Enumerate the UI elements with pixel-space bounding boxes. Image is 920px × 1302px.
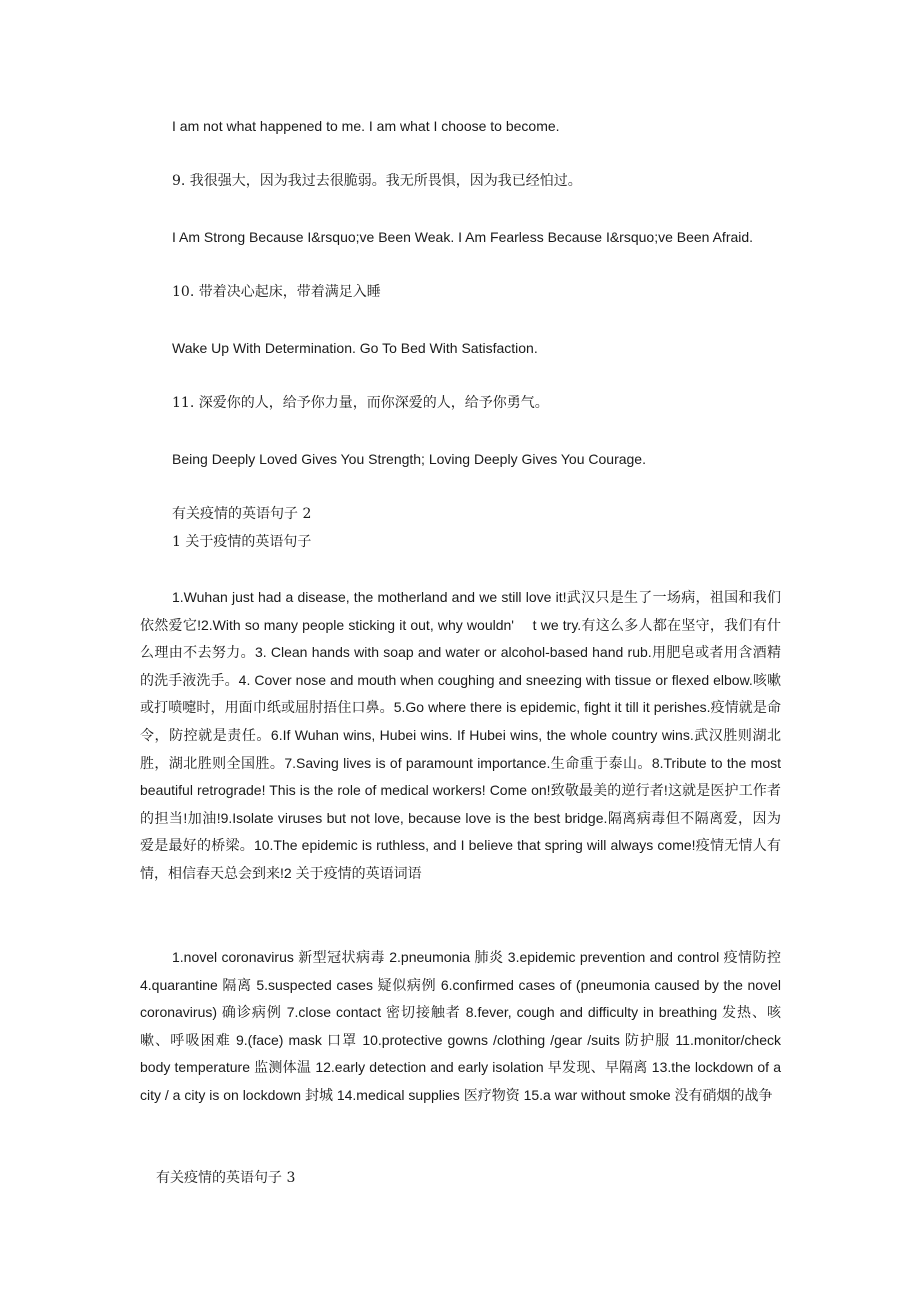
- quote-9-english: I Am Strong Because I&rsquo;ve Been Weak. I Am Fearless Because I&rsquo;ve Been Afraid.: [172, 229, 754, 245]
- quote-8-english: I am not what happened to me. I am what I choose to become.: [172, 118, 560, 134]
- quote-10-english: Wake Up With Determination. Go To Bed With Satisfaction.: [172, 340, 538, 356]
- quote-9-chinese: 9. 我很强大，因为我过去很脆弱。我无所畏惧，因为我已经怕过。: [172, 173, 582, 189]
- quote-10-chinese: 10. 带着决心起床，带着满足入睡: [172, 284, 381, 300]
- quote-11-english: Being Deeply Loved Gives You Strength; Loving Deeply Gives You Courage.: [172, 451, 646, 467]
- section-2-subtitle: 1 关于疫情的英语句子: [172, 534, 312, 550]
- section-3-title: 有关疫情的英语句子 3: [156, 1170, 296, 1186]
- quote-11-chinese: 11. 深爱你的人，给予你力量，而你深爱的人，给予你勇气。: [172, 395, 549, 411]
- section-2-title: 有关疫情的英语句子 2: [172, 506, 312, 522]
- epidemic-sentences-paragraph: 1.Wuhan just had a disease, the motherland and we still love it!武汉只是生了一场病，祖国和我们依然爱它!2.With so many people sticking it out, why wouldn' t we try.有这么多人都在坚守，我们有什么理由不去努力。3. Clean hands with soap and water or alcohol-based hand rub.用肥皂或者用含酒精的洗手液洗手。4. Cover nose and mouth when coughing and sneezing with tissue or flexed elbow.咳嗽或打喷嚏时，用面巾纸或屈肘捂住口鼻。5.Go where there is epidemic, fight it till it perishes.疫情就是命令，防控就是责任。6.If Wuhan wins, Hubei wins. If Hubei wins, the whole country wins.武汉胜则湖北胜，湖北胜则全国胜。7.Saving lives is of paramount importance.生命重于泰山。8.Tribute to the most beautiful retrograde! This is the role of medical workers! Come on!致敬最美的逆行者!这就是医护工作者的担当!加油!9.Isolate viruses but not love, because love is the best bridge.隔离病毒但不隔离爱，因为爱是最好的桥梁。10.The epidemic is ruthless, and I believe that spring will always come!疫情无情人有情，相信春天总会到来!2 关于疫情的英语词语: [140, 589, 781, 881]
- epidemic-vocabulary-paragraph: 1.novel coronavirus 新型冠状病毒 2.pneumonia 肺炎 3.epidemic prevention and control 疫情防控 4.quarantine 隔离 5.suspected cases 疑似病例 6.confirmed cases of (pneumonia caused by the novel coronavirus) 确诊病例 7.close contact 密切接触者 8.fever, cough and difficulty in breathing 发热、咳嗽、呼吸困难 9.(face) mask 口罩 10.protective gowns /clothing /gear /suits 防护服 11.monitor/check body temperature 监测体温 12.early detection and early isolation 早发现、早隔离 13.the lockdown of a city / a city is on lockdown 封城 14.medical supplies 医疗物资 15.a war without smoke 没有硝烟的战争: [140, 949, 781, 1103]
